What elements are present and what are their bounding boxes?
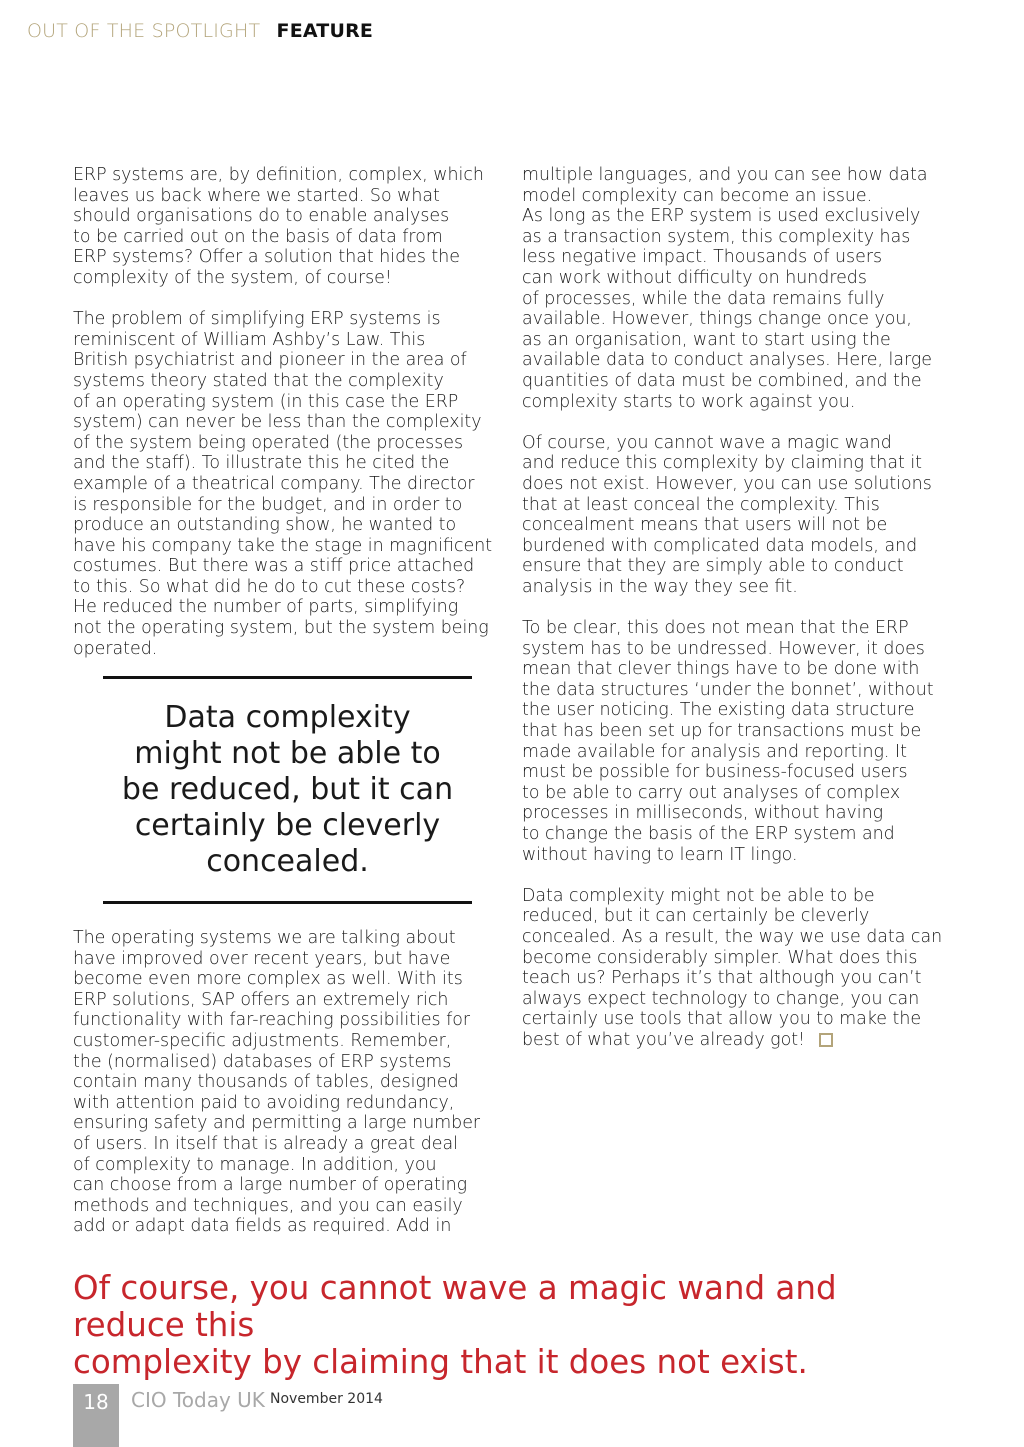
paragraph: ERP systems are, by definition, complex, which leaves us back where we started. So what should organisations do to enable analyses to be carried out on the basis of data from ERP systems? Offer a solution that hides the complexity of the system, of course! (73, 165, 484, 288)
section-label: OUT OF THE SPOTLIGHT (27, 20, 261, 42)
paragraph: multiple languages, and you can see how data model complexity can become an issue. As long as the ERP system is used exclusively as a transaction system, this complexity has less negative impact. Thousands of users can work without difficulty on hundreds of processes, while the data remains fully available. However, things change once you, as an organisation, want to start using the available data to conduct analyses. Here, large quantities of data must be combined, and the complexity starts to work against you. (522, 165, 933, 412)
left-column-top (73, 165, 513, 680)
right-column (522, 165, 962, 1071)
paragraph: The problem of simplifying ERP systems is reminiscent of William Ashby’s Law. This British psychiatrist and pioneer in the area of systems theory stated that the complexity of an operating system (in this case the ERP system) can never be less than the complexity of the system being operated (the processes and the staff). To illustrate this he cited the example of a theatrical company. The director is responsible for the budget, and in order to produce an outstanding show, he wanted to have his company take the stage in magnificent costumes. But there was a stiff price attached to this. So what did he do to cut these costs? He reduced the number of parts, simplifying not the operating system, but the system being operated. (73, 309, 493, 659)
paragraph-text: Data complexity might not be able to be reduced, but it can certainly be cleverly concealed. As a result, the way we use data can become considerably simpler. What does this teach us? Perhaps it’s that although you can’t always expect technology to change, you can certainly use tools that allow you to make the best of what you’ve already got! (522, 885, 943, 1050)
page-number: 18 (83, 1390, 109, 1414)
pull-quote-top-rule (103, 676, 472, 679)
final-paragraph (522, 886, 962, 1051)
issue-date: November 2014 (270, 1391, 383, 1407)
pull-quote-text: Data complexity might not be able to be reduced, but it can certainly be cleverly concealed. (121, 700, 454, 879)
feature-label: FEATURE (276, 20, 374, 42)
pull-quote-bottom-rule (103, 901, 472, 904)
page-header (27, 20, 373, 42)
paragraph: To be clear, this does not mean that the ERP system has to be undressed. However, it does mean that clever things have to be done with the data structures ‘under the bonnet’, without the user noticing. The existing data structure that has been set up for transactions must be made available for analysis and reporting. It must be possible for business-focused users to be able to carry out analyses of complex processes in milliseconds, without having to change the basis of the ERP system and without having to learn IT lingo. (522, 618, 934, 865)
page-number-block (73, 1384, 119, 1447)
paragraph: Of course, you cannot wave a magic wand and reduce this complexity by claiming that it does not exist. However, you can use solutions that at least conceal the complexity. This concealment means that users will not be burdened with complicated data models, and ensure that they are simply able to conduct analysis in the way they see fit. (522, 432, 932, 597)
paragraph: The operating systems we are talking about have improved over recent years, but have become even more complex as well. With its ERP solutions, SAP offers an extremely rich functionality with far-reaching possibilities for customer-specific adjustments. Remember, the (normalised) databases of ERP systems contain many thousands of tables, designed with attention paid to avoiding redundancy, ensuring safety and permitting a large number of users. In itself that is already a great deal of complexity to manage. In addition, you can choose from a large number of operating methods and techniques, and you can easily add or adapt data fields as required. Add in (73, 928, 481, 1237)
pull-quote (103, 676, 472, 904)
highlight-quote: Of course, you cannot wave a magic wand and reduce this complexity by claiming that it does not exist. (73, 1269, 837, 1381)
magazine-title: CIO Today UK (131, 1388, 265, 1412)
left-column-bottom (73, 928, 513, 1258)
end-of-article-icon (819, 1033, 833, 1047)
